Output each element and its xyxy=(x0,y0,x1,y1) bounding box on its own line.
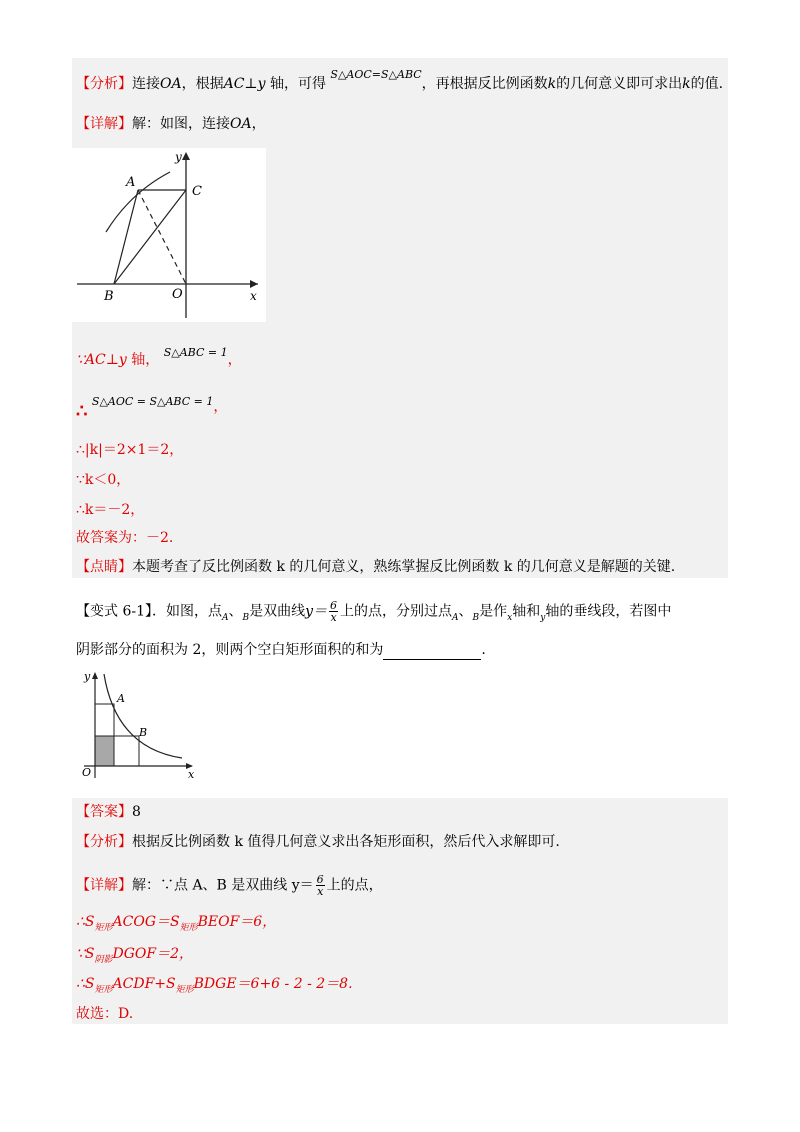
point-c-label: C xyxy=(192,184,202,199)
detail-end: ， xyxy=(251,116,266,132)
question-func-num: 6 xyxy=(330,599,338,612)
detail-text-2: 解：∵点 A、B 是双曲线 y＝ xyxy=(132,877,314,894)
question-text-a: ．如图，点 xyxy=(152,603,222,620)
question-line-2 xyxy=(76,640,486,660)
detail-line-1 xyxy=(76,114,266,134)
step2-3-c: BDGE＝6+6 - 2 - 2＝8. xyxy=(193,976,353,992)
k-label-2: k xyxy=(682,76,691,92)
question-point-a-2: A xyxy=(452,612,459,623)
question-point-a: A xyxy=(222,612,229,623)
detail-line-2 xyxy=(76,874,383,897)
question-text-e: 轴和 xyxy=(512,603,541,620)
step2-1-c: BEOF＝6， xyxy=(197,914,277,930)
question-axis-x: x xyxy=(507,612,513,623)
analysis-text-d: ，再根据反比例函数 xyxy=(421,76,548,92)
answer-line xyxy=(76,802,141,822)
step1-b: 轴， xyxy=(126,352,160,368)
step-3: ∴|k|＝2×1＝2， xyxy=(76,442,184,458)
answer-blank xyxy=(383,645,481,660)
question-line-1 xyxy=(76,600,671,624)
step2-1-sub1: 矩形 xyxy=(94,922,113,933)
step2-3-sub2: 矩形 xyxy=(175,984,194,995)
analysis-text-e: 的几何意义即可求出 xyxy=(556,76,683,92)
oa-label: OA xyxy=(160,76,182,92)
figure-1 xyxy=(72,148,266,322)
step2-2-a: ∵S xyxy=(76,946,95,962)
question-text-line2: 阴影部分的面积为 2，则两个空白矩形面积的和为 xyxy=(76,642,384,658)
step2-area: S△AOC = S△ABC = 1 xyxy=(91,395,214,408)
analysis-text-a: 连接 xyxy=(132,76,160,92)
question-point-b: B xyxy=(242,612,250,623)
answer-tag: 【答案】 xyxy=(76,804,132,820)
step2-3 xyxy=(76,974,353,1000)
question-func-y: y＝ xyxy=(305,603,328,620)
question-func-den: x xyxy=(330,611,337,624)
analysis-tag: 【分析】 xyxy=(76,76,132,92)
k-label: k xyxy=(547,76,557,92)
figure-1-bg xyxy=(72,148,266,322)
question-text-f: 轴的垂线段，若图中 xyxy=(545,603,672,620)
perp-symbol: ⊥ xyxy=(244,76,258,92)
step1-a: ∵AC⊥y xyxy=(76,352,127,368)
ac-label: AC xyxy=(223,76,245,92)
detail-den: x xyxy=(317,885,324,898)
step2-4: 故选：D. xyxy=(76,1006,134,1022)
s-aoc-formula: S△AOC xyxy=(330,68,372,81)
step-4: ∵k＜0， xyxy=(76,472,131,488)
fig2-point-a: A xyxy=(117,692,125,705)
point-b-label: B xyxy=(104,289,114,304)
detail-oa: OA xyxy=(230,116,252,132)
analysis-line-1 xyxy=(76,68,724,95)
step-1 xyxy=(76,346,242,371)
detail-tag-2: 【详解】 xyxy=(76,877,132,894)
detail-tag: 【详解】 xyxy=(76,116,132,132)
comment-text: 本题考查了反比例函数 k 的几何意义，熟练掌握反比例函数 k 的几何意义是解题的关键. xyxy=(132,559,676,575)
question-end: . xyxy=(481,642,486,658)
detail-fraction xyxy=(316,874,325,897)
question-title: 【变式 6-1】 xyxy=(76,603,152,620)
step2-2-b: DGOF＝2， xyxy=(112,946,194,962)
analysis-line-2 xyxy=(76,832,560,852)
answer-value: 8 xyxy=(132,804,141,820)
step2-3-a: ∴S xyxy=(76,976,95,992)
shaded-rectangle xyxy=(95,736,114,766)
step1-area: S△ABC = 1 xyxy=(163,346,228,359)
step-5: ∴k＝－2， xyxy=(76,502,145,518)
y-axis-2-arrow xyxy=(92,672,98,679)
step2-2 xyxy=(76,944,193,970)
detail-num: 6 xyxy=(316,873,324,886)
analysis-text-2: 根据反比例函数 k 值得几何意义求出各矩形面积，然后代入求解即可. xyxy=(132,834,560,850)
question-sep: 、 xyxy=(228,603,243,620)
step2-3-sub1: 矩形 xyxy=(94,984,113,995)
eq-sign: = xyxy=(371,68,382,81)
y-label: y xyxy=(257,76,266,92)
detail-end-2: 上的点， xyxy=(326,877,383,894)
hyperbola-curve xyxy=(104,674,182,758)
analysis-tag-2: 【分析】 xyxy=(76,834,132,850)
step2-3-b: ACDF+S xyxy=(112,976,176,992)
y-axis-label: y xyxy=(175,150,182,164)
analysis-text-c: 轴，可得 xyxy=(265,76,326,92)
step1-end: ， xyxy=(227,352,242,368)
step2-1-b: ACOG＝S xyxy=(112,914,180,930)
detail-text: 解：如图，连接 xyxy=(132,116,230,132)
step2-end: ， xyxy=(213,399,228,415)
step2-1 xyxy=(76,912,276,938)
step2-1-sub2: 矩形 xyxy=(179,922,198,933)
fig2-point-b: B xyxy=(139,726,148,739)
question-axis-y: y xyxy=(540,612,546,623)
question-point-b-2: B xyxy=(472,612,480,623)
x-axis-label: x xyxy=(250,289,257,303)
question-text-d: 是作 xyxy=(479,603,508,620)
comment-tag: 【点睛】 xyxy=(76,559,132,575)
fig2-y-label: y xyxy=(84,670,91,683)
fig2-origin: O xyxy=(82,766,92,779)
comment-line xyxy=(76,557,675,577)
analysis-text-b: ，根据 xyxy=(181,76,224,92)
question-sep-2: 、 xyxy=(458,603,473,620)
figure-2 xyxy=(76,668,200,784)
s-abc-formula: S△ABC xyxy=(381,68,422,81)
question-text-c: 上的点，分别过点 xyxy=(340,603,453,620)
step2-1-a: ∴S xyxy=(76,914,95,930)
origin-label: O xyxy=(172,287,183,302)
therefore-symbol: ∴ xyxy=(76,401,88,422)
question-text-b: 是双曲线 xyxy=(249,603,306,620)
question-fraction xyxy=(329,600,338,623)
step-2 xyxy=(76,395,228,422)
step-6: 故答案为：－2. xyxy=(76,530,174,546)
analysis-text-f: 的值. xyxy=(690,76,724,92)
step2-2-sub: 阴影 xyxy=(94,954,113,965)
point-a-label: A xyxy=(126,175,136,190)
fig2-x-label: x xyxy=(188,768,195,781)
